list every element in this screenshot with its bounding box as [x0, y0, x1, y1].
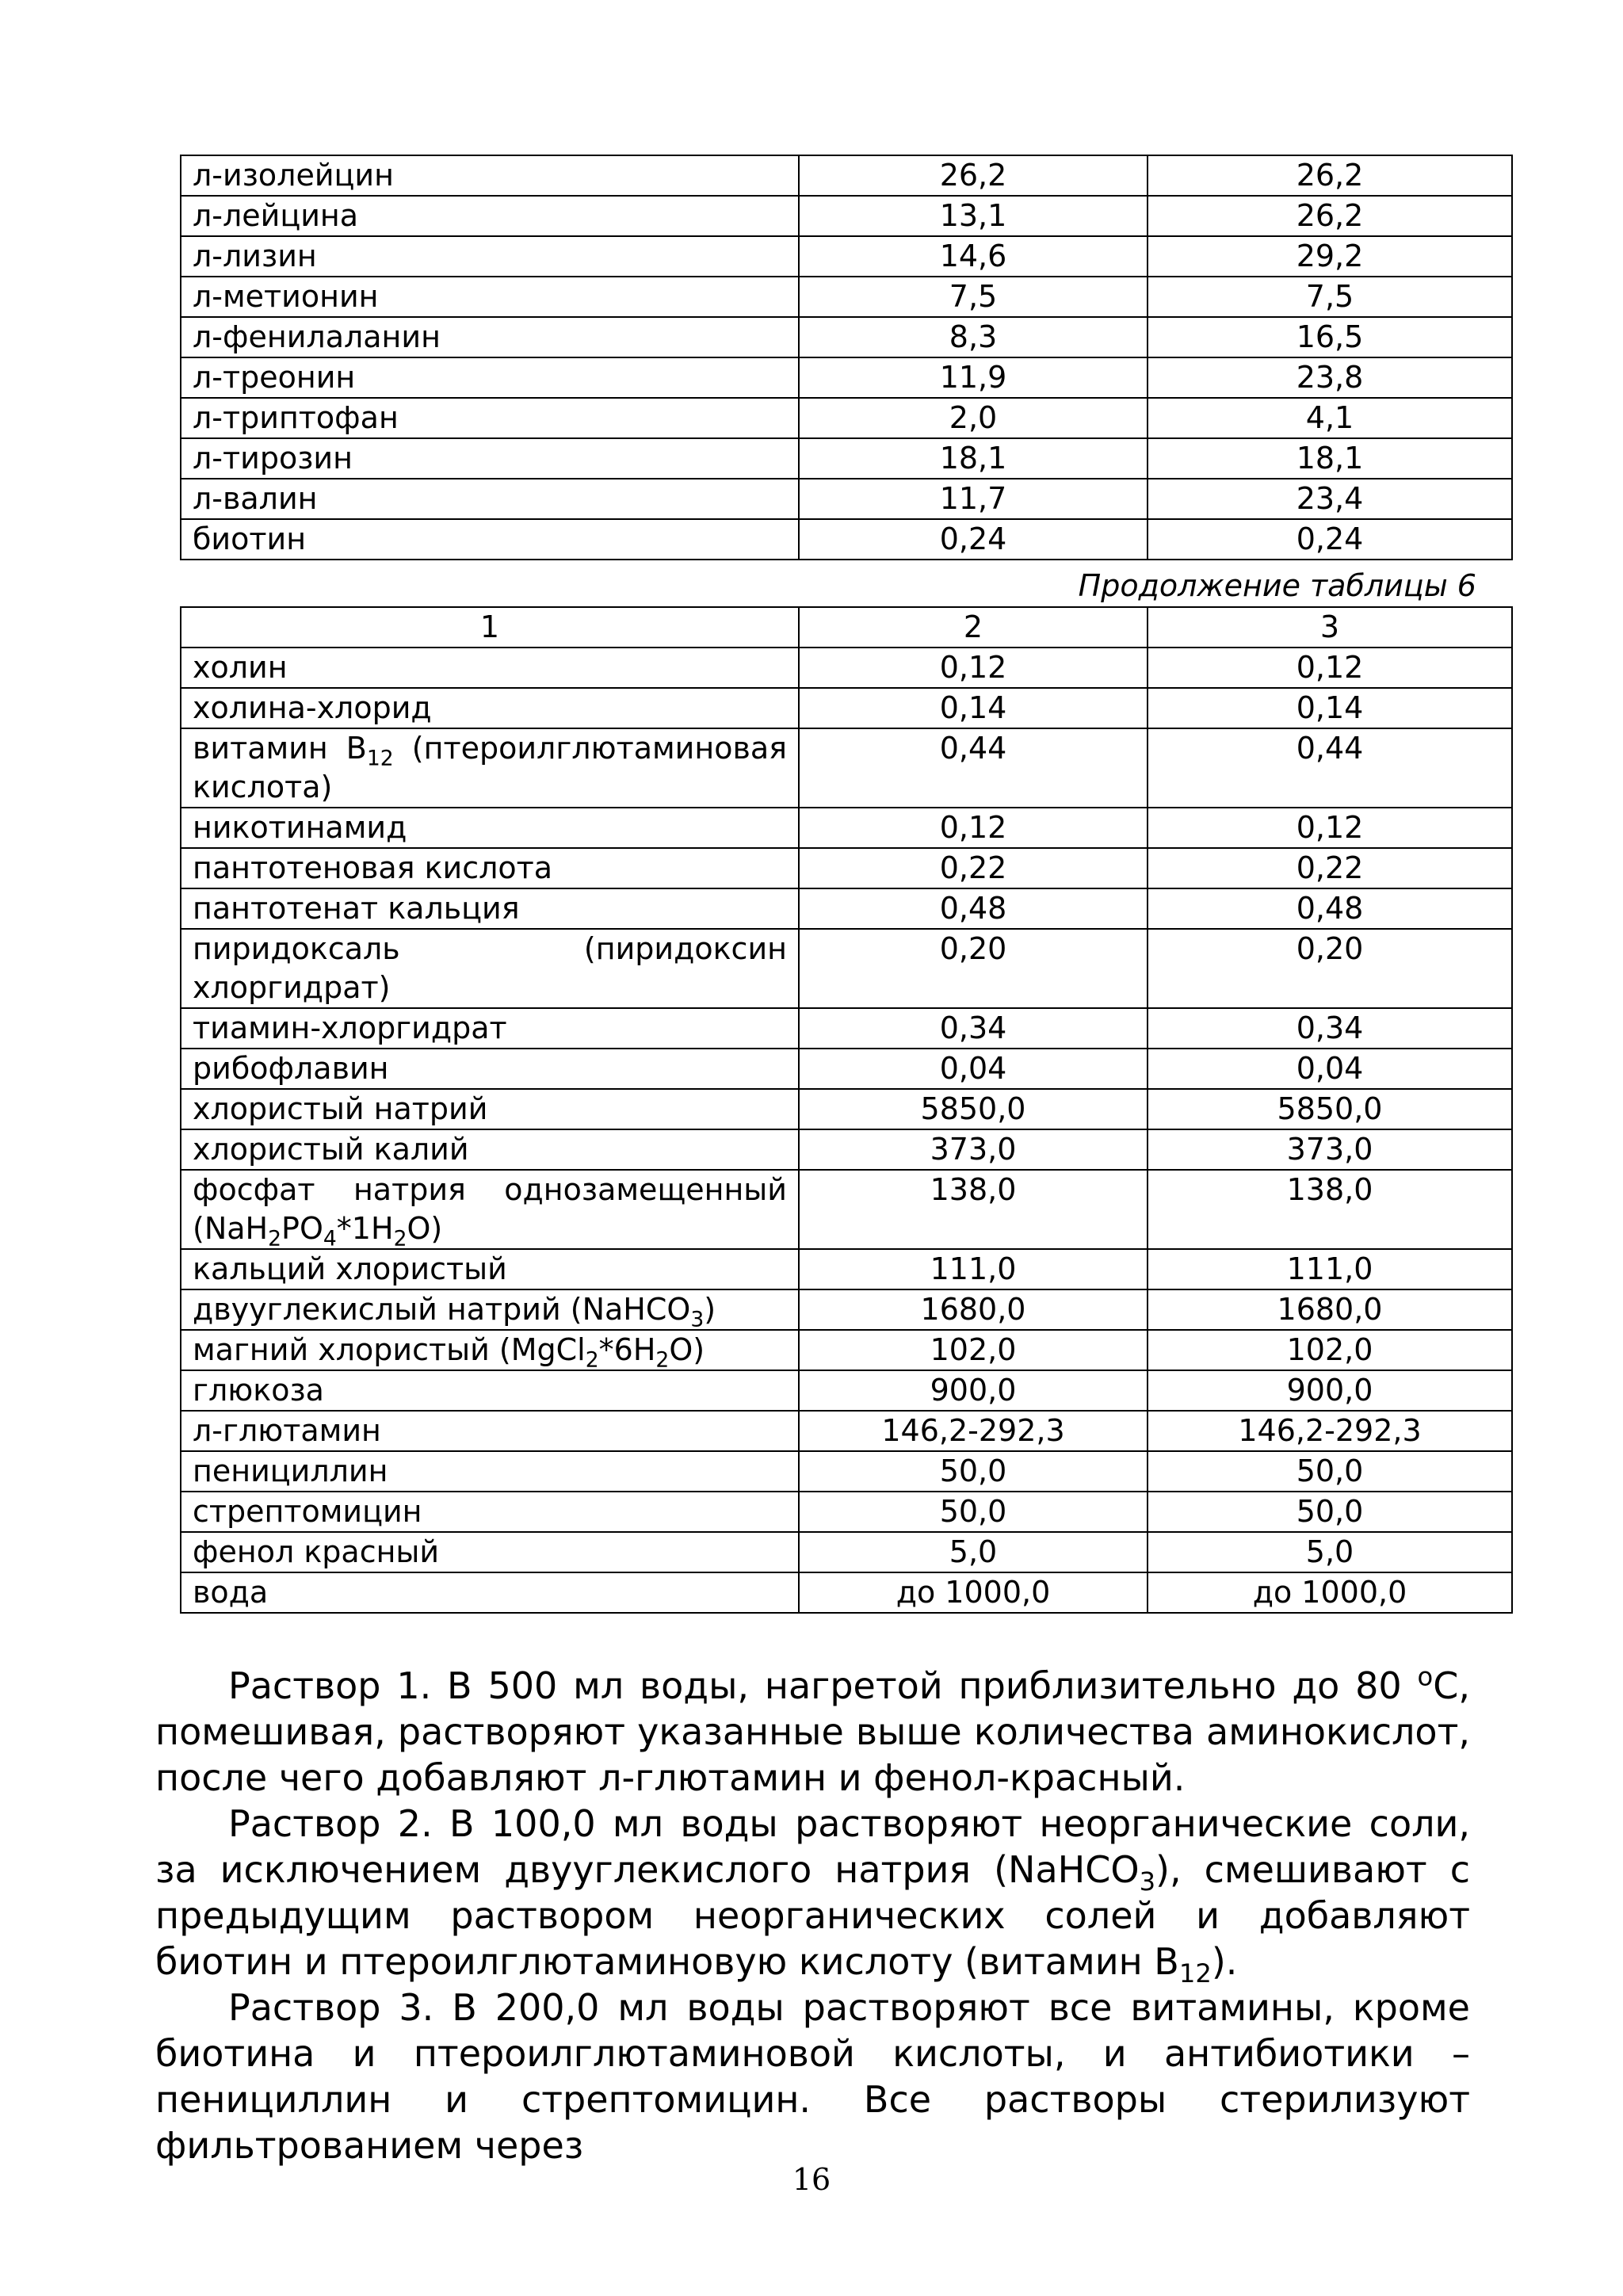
component-name: двууглекислый натрий (NaHCO$_3$) [181, 1289, 799, 1330]
table-row [181, 808, 1512, 848]
column-header: 3 [1148, 607, 1512, 648]
paragraph-solution-1: Раствор 1. В 500 мл воды, нагретой приблизительно до 80 $^o$С, помешивая, растворяют указанные выше количества аминокислот, после чего добавляют л-глютамин и фенол-красный. [155, 1661, 1470, 1799]
value-col3: 0,12 [1148, 808, 1512, 848]
table-row [181, 236, 1512, 277]
value-col2: 5,0 [799, 1532, 1148, 1572]
component-name: кальций хлористый [181, 1249, 799, 1289]
table-row [181, 1170, 1512, 1249]
value-col3: до 1000,0 [1148, 1572, 1512, 1613]
column-header: 2 [799, 607, 1148, 648]
value-col3: 0,34 [1148, 1008, 1512, 1049]
value-col2: до 1000,0 [799, 1572, 1148, 1613]
table-row [181, 398, 1512, 438]
value-col3: 102,0 [1148, 1330, 1512, 1370]
procedure-text [155, 1663, 1470, 2168]
value-col3: 23,4 [1148, 479, 1512, 519]
component-name: никотинамид [181, 808, 799, 848]
value-col2: 2,0 [799, 398, 1148, 438]
value-col2: 111,0 [799, 1249, 1148, 1289]
value-col3: 0,04 [1148, 1049, 1512, 1089]
table-row [181, 1249, 1512, 1289]
value-col3: 29,2 [1148, 236, 1512, 277]
table-row [181, 1049, 1512, 1089]
component-name: л-треонин [181, 357, 799, 398]
table-row [181, 438, 1512, 479]
component-name: пантотенат кальция [181, 888, 799, 929]
page-number: 16 [792, 2162, 831, 2197]
table-row [181, 479, 1512, 519]
component-name: глюкоза [181, 1370, 799, 1411]
table-header-row [181, 607, 1512, 648]
component-name: л-лизин [181, 236, 799, 277]
value-col2: 11,7 [799, 479, 1148, 519]
value-col2: 373,0 [799, 1129, 1148, 1170]
value-col2: 0,34 [799, 1008, 1148, 1049]
value-col3: 23,8 [1148, 357, 1512, 398]
table-row [181, 888, 1512, 929]
table-row [181, 1289, 1512, 1330]
component-name: холина-хлорид [181, 688, 799, 728]
value-col2: 7,5 [799, 277, 1148, 317]
table-row [181, 277, 1512, 317]
paragraph-solution-3: Раствор 3. В 200,0 мл воды растворяют все витамины, кроме биотина и птероилглютаминовой кислоты, и антибиотики – пенициллин и стрептомицин. Все растворы стерилизуют фильтрованием через [155, 1986, 1470, 2167]
value-col2: 0,48 [799, 888, 1148, 929]
paragraph-solution-2: Раствор 2. В 100,0 мл воды растворяют неорганические соли, за исключением двууглекислого натрия (NaHCO$_3$), смешивают с предыдущим раствором неорганических солей и добавляют биотин и птероилглютаминовую кислоту (витамин $B_{12}$). [155, 1802, 1471, 1989]
component-name: фенол красный [181, 1532, 799, 1572]
component-name: хлористый калий [181, 1129, 799, 1170]
value-col2: 900,0 [799, 1370, 1148, 1411]
value-col2: 50,0 [799, 1451, 1148, 1492]
table-row [181, 1451, 1512, 1492]
value-col2: 26,2 [799, 155, 1148, 196]
value-col3: 26,2 [1148, 196, 1512, 236]
component-name: витамин $B_{12}$ (птероилглютаминовая кислота) [181, 728, 799, 808]
table-row [181, 1411, 1512, 1451]
component-name: пенициллин [181, 1451, 799, 1492]
table-row [181, 317, 1512, 357]
value-col3: 0,14 [1148, 688, 1512, 728]
component-name: хлористый натрий [181, 1089, 799, 1129]
components-table [180, 606, 1513, 1614]
value-col3: 0,44 [1148, 728, 1512, 808]
component-name: л-глютамин [181, 1411, 799, 1451]
value-col3: 900,0 [1148, 1370, 1512, 1411]
component-name: фосфат натрия однозамещенный $(NaH_2PO_4*1H_2O)$ [181, 1170, 799, 1249]
component-name: л-метионин [181, 277, 799, 317]
table-row [181, 1370, 1512, 1411]
table-row [181, 848, 1512, 888]
component-name: л-тирозин [181, 438, 799, 479]
value-col3: 146,2-292,3 [1148, 1411, 1512, 1451]
value-col2: 50,0 [799, 1492, 1148, 1532]
value-col2: 14,6 [799, 236, 1148, 277]
value-col3: 50,0 [1148, 1451, 1512, 1492]
value-col3: 0,24 [1148, 519, 1512, 560]
table-row [181, 728, 1512, 808]
value-col2: 0,44 [799, 728, 1148, 808]
component-name: стрептомицин [181, 1492, 799, 1532]
component-name: тиамин-хлоргидрат [181, 1008, 799, 1049]
table-row [181, 688, 1512, 728]
value-col2: 0,24 [799, 519, 1148, 560]
component-name: магний хлористый $(MgCl_2*6H_2O)$ [181, 1330, 799, 1370]
value-col2: 0,20 [799, 929, 1148, 1008]
value-col3: 7,5 [1148, 277, 1512, 317]
amino-acid-table [180, 155, 1513, 560]
value-col3: 16,5 [1148, 317, 1512, 357]
value-col3: 4,1 [1148, 398, 1512, 438]
value-col2: 102,0 [799, 1330, 1148, 1370]
value-col3: 111,0 [1148, 1249, 1512, 1289]
value-col3: 0,20 [1148, 929, 1512, 1008]
table-continuation-caption: Продолжение таблицы 6 [1078, 568, 1476, 603]
value-col3: 50,0 [1148, 1492, 1512, 1532]
component-name: л-фенилаланин [181, 317, 799, 357]
component-name: холин [181, 648, 799, 688]
value-col3: 0,48 [1148, 888, 1512, 929]
value-col3: 5850,0 [1148, 1089, 1512, 1129]
value-col3: 138,0 [1148, 1170, 1512, 1249]
value-col2: 11,9 [799, 357, 1148, 398]
table-row [181, 648, 1512, 688]
value-col2: 5850,0 [799, 1089, 1148, 1129]
value-col2: 0,12 [799, 648, 1148, 688]
value-col2: 0,12 [799, 808, 1148, 848]
table-row [181, 1008, 1512, 1049]
value-col3: 0,22 [1148, 848, 1512, 888]
value-col3: 1680,0 [1148, 1289, 1512, 1330]
column-header: 1 [181, 607, 799, 648]
table-row [181, 1330, 1512, 1370]
value-col2: 0,04 [799, 1049, 1148, 1089]
table-row [181, 1089, 1512, 1129]
value-col3: 0,12 [1148, 648, 1512, 688]
value-col2: 0,22 [799, 848, 1148, 888]
component-name: л-лейцина [181, 196, 799, 236]
component-name: биотин [181, 519, 799, 560]
table-row [181, 929, 1512, 1008]
value-col2: 0,14 [799, 688, 1148, 728]
value-col3: 18,1 [1148, 438, 1512, 479]
component-name: л-изолейцин [181, 155, 799, 196]
table-row [181, 1492, 1512, 1532]
value-col3: 373,0 [1148, 1129, 1512, 1170]
value-col2: 18,1 [799, 438, 1148, 479]
component-name: л-валин [181, 479, 799, 519]
value-col3: 26,2 [1148, 155, 1512, 196]
table-row [181, 1572, 1512, 1613]
component-name: рибофлавин [181, 1049, 799, 1089]
table-row [181, 196, 1512, 236]
value-col3: 5,0 [1148, 1532, 1512, 1572]
value-col2: 138,0 [799, 1170, 1148, 1249]
component-name: пантотеновая кислота [181, 848, 799, 888]
component-name: вода [181, 1572, 799, 1613]
value-col2: 13,1 [799, 196, 1148, 236]
table-row [181, 155, 1512, 196]
component-name: пиридоксаль (пиридоксин хлоргидрат) [181, 929, 799, 1008]
component-name: л-триптофан [181, 398, 799, 438]
table-row [181, 1129, 1512, 1170]
value-col2: 1680,0 [799, 1289, 1148, 1330]
value-col2: 8,3 [799, 317, 1148, 357]
table-row [181, 357, 1512, 398]
value-col2: 146,2-292,3 [799, 1411, 1148, 1451]
table-row [181, 1532, 1512, 1572]
table-row [181, 519, 1512, 560]
